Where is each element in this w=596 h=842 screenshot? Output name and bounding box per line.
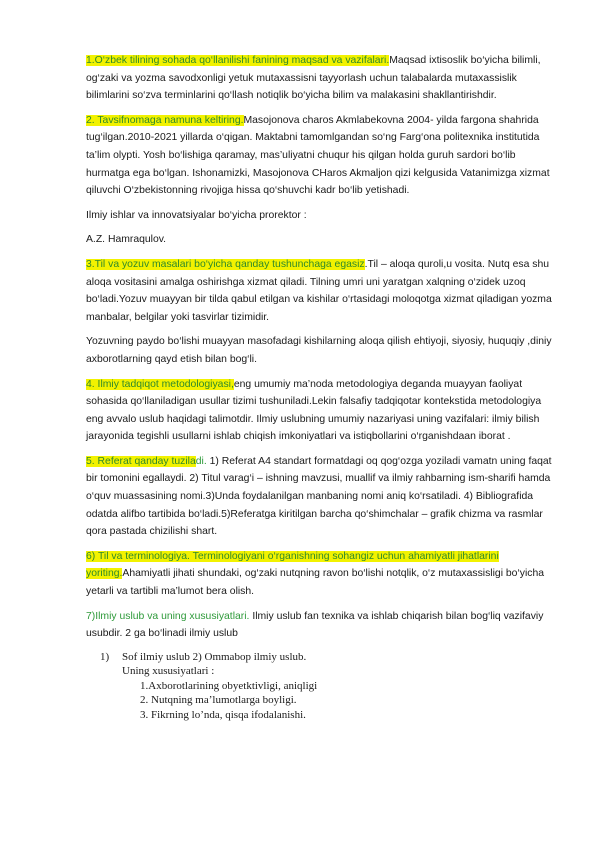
paragraph-7 (86, 608, 556, 643)
paragraph-writing (86, 333, 556, 368)
heading-7: 7)Ilmiy uslub va uning xususiyatlari. (86, 610, 253, 622)
heading-6: 6) Til va terminologiya. Terminologiyani o‘rganishning sohangiz uchun ahamiyatli jihatlarini yoriting. (86, 550, 499, 580)
paragraph-5-body: 1) Referat A4 standart formatdagi oq qog‘ozga yoziladi vamatn uning faqat bir tomonini egallaydi. 2) Titul varag‘i – ishning mavzusi, muallif va ilmiy rahbarning ism-sharifi hamda o‘quv muassasining nomi.3)Unda foydalanilgan manbaning nomi aniq ko‘rsatiladi. 4) Bibliografida odatda alifbo tartibida bo‘ladi.5)Referatga kiritilgan barcha qo‘shimchalar – grafik chizma va rasmlar qora pastada chizilishi shart. (86, 455, 552, 538)
list-item-1 (86, 650, 556, 665)
paragraph-5 (86, 453, 556, 541)
heading-5-tail: di. (195, 455, 207, 467)
list-subitem: 1.Axborotlarining obyetktivligi, aniqligi (140, 679, 318, 692)
heading-4: 4. Ilmiy tadqiqot metodologiyasi, (86, 378, 234, 390)
paragraph-4 (86, 376, 556, 446)
list-item-number: 1) (100, 650, 110, 663)
paragraph-prorector (86, 207, 556, 225)
paragraph-3-body: .Til – aloqa quroli,u vosita. Nutq esa shu aloqa vositasini amalga oshirishga xizmat qiladi. Tilning umri uni yaratgan xalqning o‘zidek uzoq bo‘ladi.Yozuv muayyan bir tilda qabul etilgan va kishilar o‘rtasidagi moloqotga xizmat qiladigan yozma manbalar, belgilar yoki tasvirlar tizimidir. (86, 258, 552, 323)
heading-5: 5. Referat qanday tuzila (86, 455, 196, 467)
paragraph-1-body: Maqsad ixtisoslik bo‘yicha bilimli, og‘zaki va yozma savodxonligi yetuk mutaxassisni tayyorlash uchun talabalarda mutaxassislik bilimlarini so‘zva terminlarini qo‘llash notiqlik bo‘yicha bilim va malakasini shakllantirishdir. (86, 55, 541, 102)
paragraph-2-body: Masojonova charos Akmlabekovna 2004- yilda fargona shahrida tug‘ilgan.2010-2021 yillarda o‘qigan. Maktabni tamomlgandan so‘ng Farg‘ona politexnika institutida ta’lim olypti. Yosh bo‘lishiga qaramay, mas’uliyatni chuqur his qilgan holda guruh sardori bo‘lib hurmatga ega bo‘lgan. Ishonamizki, Masojonova CHaros Akmaljon qizi kelgusida Vatanimizga xizmat qiluvchi O‘zbekistonning rivojiga hissa qo‘shuvchi kadr bo‘lib yetishadi. (86, 114, 550, 197)
paragraph-1 (86, 52, 556, 105)
list-subitem: 2. Nutqning ma’lumotlarga boyligi. (140, 694, 297, 707)
list-subheading: Uning xususiyatlari : (122, 665, 215, 678)
paragraph-3 (86, 256, 556, 326)
paragraph-2 (86, 112, 556, 200)
paragraph-7-body: Ilmiy uslub fan texnika va ishlab chiqarish bilan bog‘liq vazifaviy usubdir. 2 ga bo‘linadi ilmiy uslub (86, 610, 544, 640)
heading-2: 2. Tavsifnomaga namuna keltiring. (86, 114, 244, 126)
heading-3: 3.Til va yozuv masalari bo‘yicha qanday tushunchaga egasiz (86, 258, 365, 270)
heading-1: 1.O‘zbek tilining sohada qo‘llanilishi fanining maqsad va vazifalari. (86, 55, 390, 66)
list-subitem: 3. Fikrning lo’nda, qisqa ifodalanishi. (140, 708, 306, 721)
prorector-name: A.Z. Hamraqulov. (86, 234, 167, 246)
document-body (86, 52, 556, 722)
paragraph-signature (86, 231, 556, 249)
paragraph-4-body: eng umumiy ma’noda metodologiya deganda muayyan faoliyat sohasida qo‘llaniladigan usullar tizimi tushuniladi.Lekin falsafiy tadqiqotar kontekstida metodologiya eng avvalo uslub haqidagi talimotdir. Ilmiy uslubning umumiy nazariyasi uning vazifalari: ilmiy bilish jarayonida tegishli usullarni ishlab chiqish imkoniyatlari va istiqbollarini o‘rganishdaan iborat . (86, 378, 542, 443)
numbered-list (86, 650, 556, 723)
list-item-text: Sof ilmiy uslub 2) Ommabop ilmiy uslub. (122, 650, 307, 663)
paragraph-6 (86, 548, 556, 601)
prorector-title: Ilmiy ishlar va innovatsiyalar bo‘yicha prorektor : (86, 209, 307, 221)
paragraph-6-body: Ahamiyatli jihati shundaki, og‘zaki nutqning ravon bo‘lishi notqlik, o‘z mutaxassisligi bo‘yicha yetarli va tartibli ma’lumot bera olish. (86, 568, 545, 598)
paragraph-writing-body: Yozuvning paydo bo‘lishi muayyan masofadagi kishilarning aloqa qilish ehtiyoji, siyosiy, huquqiy ,diniy axborotlarning qayd etish bilan bog‘li. (86, 336, 552, 365)
